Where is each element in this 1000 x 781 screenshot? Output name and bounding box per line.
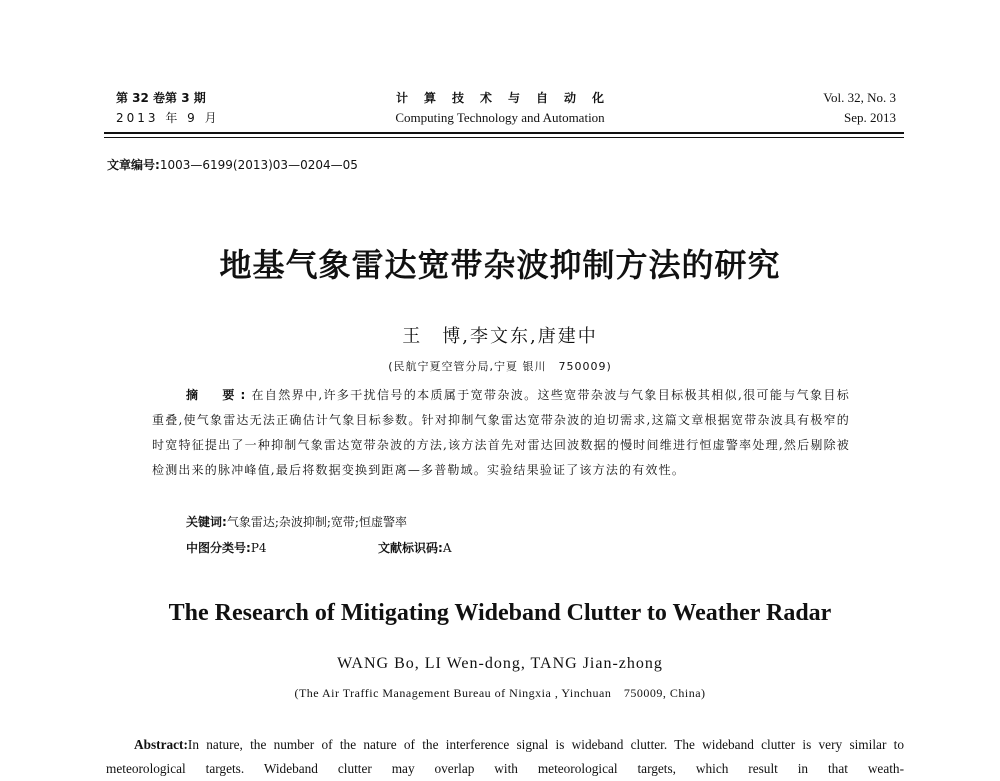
date-cn: 2013 年 9 月	[116, 111, 220, 125]
header-right	[823, 88, 896, 128]
article-number	[107, 156, 358, 173]
volume-issue-en: Vol. 32, No. 3	[823, 90, 896, 105]
abstract-en-text: In nature, the number of the nature of the interference signal is wideband clutter. The wideband clutter is very similar to meteorological targets. Wideband clutter may overlap with meteorological targets, which result in that weath-	[106, 737, 904, 776]
document-id-text: A	[442, 541, 452, 555]
keywords	[186, 513, 407, 530]
abstract-cn	[152, 383, 850, 483]
journal-name-en: Computing Technology and Automation	[395, 110, 605, 125]
affiliation-en: (The Air Traffic Management Bureau of Ningxia , Yinchuan 750009, China)	[294, 686, 706, 700]
classification-text: P4	[250, 541, 267, 555]
date-en: Sep. 2013	[844, 110, 896, 125]
abstract-en	[106, 733, 904, 781]
abstract-cn-text: 在自然界中,许多干扰信号的本质属于宽带杂波。这些宽带杂波与气象目标极其相似,很可能与气象目标重叠,使气象雷达无法正确估计气象目标参数。针对抑制气象雷达宽带杂波的迫切需求,这篇文章根据宽带杂波具有极窄的时宽特征提出了一种抑制气象雷达宽带杂波的方法,该方法首先对雷达回波数据的慢时间维进行恒虚警率处理,然后剔除被检测出来的脉冲峰值,最后将数据变换到距离—多普勒域。实验结果验证了该方法的有效性。	[152, 388, 850, 477]
abstract-cn-label: 摘 要:	[186, 388, 252, 402]
authors-cn: 王 博,李文东,唐建中	[402, 326, 598, 347]
header-center	[300, 88, 700, 128]
abstract-en-label: Abstract:	[134, 737, 188, 752]
keywords-label: 关键词:	[186, 515, 227, 529]
volume-issue-cn: 第 32 卷第 3 期	[116, 91, 206, 105]
title-cn: 地基气象雷达宽带杂波抑制方法的研究	[219, 246, 781, 284]
header-rule-thin	[104, 137, 904, 138]
affiliation-cn: (民航宁夏空管分局,宁夏 银川 750009)	[388, 360, 612, 373]
header-rule-thick	[104, 132, 904, 134]
header-left	[116, 88, 220, 128]
authors-en: WANG Bo, LI Wen-dong, TANG Jian-zhong	[337, 655, 663, 672]
document-id	[378, 539, 451, 556]
article-number-value: 1003—6199(2013)03—0204—05	[159, 158, 358, 172]
journal-name-cn: 计算技术与自动化	[395, 91, 620, 105]
keywords-text: 气象雷达;杂波抑制;宽带;恒虚警率	[226, 515, 407, 529]
classification	[186, 539, 267, 556]
classification-label: 中图分类号:	[186, 541, 251, 555]
article-number-label: 文章编号:	[107, 158, 160, 172]
title-en: The Research of Mitigating Wideband Clutter to Weather Radar	[168, 600, 832, 626]
document-id-label: 文献标识码:	[378, 541, 443, 555]
